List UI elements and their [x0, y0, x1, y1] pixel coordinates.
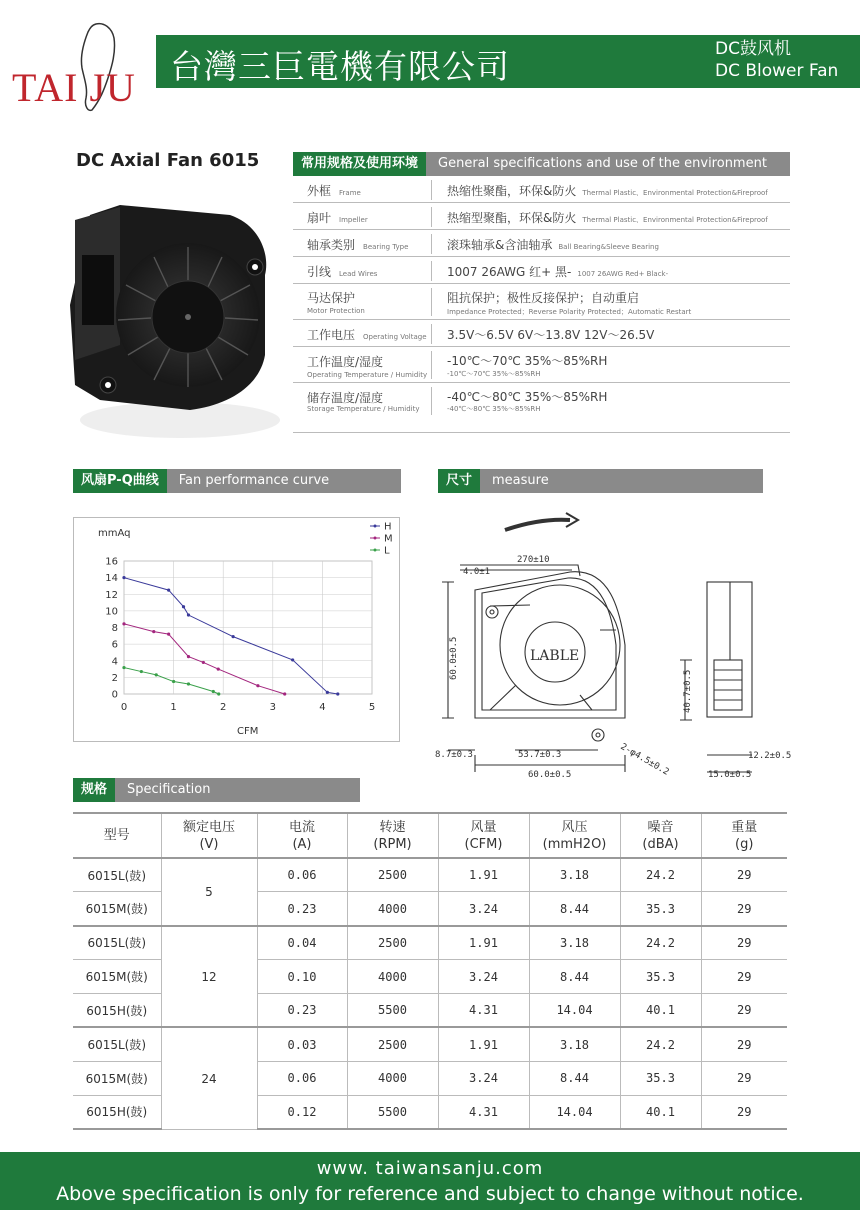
- series-line-L: [124, 668, 219, 694]
- spec-value: 热缩性聚酯，环保&防火: [447, 184, 577, 198]
- data-point-H: [182, 605, 185, 608]
- spec-label: 马达保护: [307, 291, 356, 305]
- col-header-voltage: 额定电压 (V): [161, 813, 257, 858]
- y-tick-label: 8: [111, 623, 118, 634]
- spec-value: 阻抗保护；极性反接保护；自动重启: [447, 291, 640, 305]
- spec-value-en: Ball Bearing&Sleeve Bearing: [558, 243, 659, 251]
- spec-label: 扇叶: [307, 211, 332, 225]
- spec-label: 储存温度/湿度: [307, 391, 384, 405]
- dimension-drawing: [430, 510, 800, 785]
- y-tick-label: 4: [111, 656, 118, 668]
- spec-section-title-zh: 常用规格及使用环境: [293, 152, 426, 176]
- table-row: 6015M(鼓) 0.23 4000 3.24 8.44 35.3 29: [73, 892, 787, 926]
- table-row: 6015M(鼓) 0.10 4000 3.24 8.44 35.3 29: [73, 960, 787, 994]
- curve-section-title-en: Fan performance curve: [167, 469, 401, 493]
- pq-chart: [73, 517, 400, 742]
- data-point-L: [217, 692, 220, 695]
- table-row: 6015H(鼓) 0.23 5500 4.31 14.04 40.1 29: [73, 994, 787, 1028]
- product-type-en: DC Blower Fan: [715, 61, 839, 81]
- data-point-L: [122, 666, 125, 669]
- dim-left-offset: 8.7±0.3: [435, 750, 473, 760]
- chart-xlabel: CFM: [237, 726, 259, 737]
- dim-hole-span: 53.7±0.3: [518, 750, 562, 760]
- legend-label-M: M: [384, 533, 393, 545]
- table-row: 6015H(鼓) 0.12 5500 4.31 14.04 40.1 29: [73, 1095, 787, 1129]
- footer: [0, 1152, 860, 1210]
- measure-section-title-en: measure: [480, 469, 763, 493]
- x-tick-label: 4: [319, 702, 326, 713]
- y-tick-label: 14: [105, 573, 118, 585]
- data-point-M: [217, 667, 220, 670]
- chart-ylabel: mmAq: [98, 528, 131, 539]
- legend-marker-L: [374, 549, 377, 552]
- data-point-M: [122, 622, 125, 625]
- data-point-M: [167, 633, 170, 636]
- dim-side-a: 12.2±0.5: [748, 751, 792, 761]
- x-tick-label: 0: [120, 702, 128, 713]
- spec-divider: [431, 324, 432, 344]
- col-header-current: 电流 (A): [257, 813, 347, 858]
- table-row: 6015L(鼓) 12 0.04 2500 1.91 3.18 24.2 29: [73, 926, 787, 960]
- legend-label-L: L: [384, 545, 390, 557]
- spec-divider: [431, 387, 432, 415]
- spec-value-sub: -40℃～80℃ 35%～85%RH: [447, 405, 541, 413]
- spec-value-en: 1007 26AWG Red+ Black-: [577, 270, 669, 278]
- data-point-M: [202, 661, 205, 664]
- spec-row-operating-temp: [293, 347, 790, 383]
- dim-height: 60.0±0.5: [449, 636, 459, 680]
- spec-value: -40℃～80℃ 35%～85%RH: [447, 390, 608, 404]
- series-line-H: [124, 578, 338, 694]
- measure-section-title-zh: 尺寸: [438, 469, 480, 493]
- spec-value: -10℃～70℃ 35%～85%RH: [447, 354, 608, 368]
- spec-value-sub: -10℃～70℃ 35%～85%RH: [447, 370, 541, 378]
- dim-hole-dia: 2-φ4.5±0.2: [618, 741, 671, 778]
- y-tick-label: 0: [111, 689, 118, 701]
- spec-row-motor-protection: [293, 284, 790, 320]
- company-name: 台灣三巨電機有限公司: [170, 47, 510, 86]
- footer-url[interactable]: www. taiwansanju.com: [316, 1158, 544, 1179]
- spec-divider: [431, 351, 432, 379]
- spec-label-en: Frame: [339, 189, 361, 197]
- col-header-pressure: 风压 (mmH2O): [529, 813, 620, 858]
- series-line-M: [124, 624, 285, 694]
- product-type-cn: DC鼓风机: [715, 39, 791, 59]
- spec-label: 引线: [307, 265, 332, 279]
- table-section-header: [73, 778, 360, 802]
- spec-label: 外框: [307, 184, 332, 198]
- data-point-H: [326, 691, 329, 694]
- header-product-box: [705, 35, 860, 88]
- product-title: DC Axial Fan 6015: [76, 150, 260, 171]
- col-header-airflow: 风量 (CFM): [438, 813, 529, 858]
- curve-section-header: [73, 469, 401, 493]
- spec-label-sub: Motor Protection: [307, 307, 365, 315]
- spec-label: 工作电压: [307, 328, 356, 342]
- data-point-H: [232, 635, 235, 638]
- data-point-L: [155, 673, 158, 676]
- data-point-M: [187, 655, 190, 658]
- spec-divider: [431, 207, 432, 227]
- spec-value: 滚珠轴承&含油轴承: [447, 238, 553, 252]
- data-point-M: [152, 630, 155, 633]
- data-point-L: [187, 682, 190, 685]
- col-header-model: 型号: [73, 813, 161, 858]
- data-point-H: [167, 588, 170, 591]
- x-tick-label: 3: [269, 702, 276, 713]
- legend-marker-H: [374, 525, 377, 528]
- spec-section-header: [293, 152, 790, 176]
- voltage-cell: 5: [161, 858, 257, 926]
- logo-text: TAI JU: [12, 65, 136, 110]
- spec-row-voltage: [293, 320, 790, 347]
- spec-value-sub: Impedance Protected；Reverse Polarity Protected；Automatic Restart: [447, 308, 692, 316]
- x-tick-label: 2: [220, 702, 227, 713]
- voltage-cell: 24: [161, 1027, 257, 1129]
- data-point-L: [172, 680, 175, 683]
- data-point-M: [283, 692, 286, 695]
- spec-label-en: Impeller: [339, 216, 368, 224]
- dim-wire-length: 270±10: [517, 555, 550, 565]
- spec-row-lead-wires: [293, 257, 790, 284]
- spec-value-en: Thermal Plastic、Environmental Protection&Fireproof: [582, 216, 768, 224]
- curve-section-title-zh: 风扇P-Q曲线: [73, 469, 167, 493]
- voltage-cell: 12: [161, 926, 257, 1028]
- table-row: 6015L(鼓) 24 0.03 2500 1.91 3.18 24.2 29: [73, 1027, 787, 1061]
- spec-label: 轴承类别: [307, 238, 356, 252]
- spec-label-en: Operating Voltage: [363, 333, 427, 341]
- pq-chart-svg: [74, 518, 401, 743]
- table-section-title-en: Specification: [115, 778, 360, 802]
- fan-product-image: [60, 185, 290, 445]
- data-point-M: [256, 684, 259, 687]
- spec-value-en: Thermal Plastic、Environmental Protection&Fireproof: [582, 189, 768, 197]
- y-tick-label: 6: [111, 639, 118, 651]
- spec-row-frame: [293, 176, 790, 203]
- company-logo: [8, 22, 148, 114]
- spec-value: 热缩型聚酯，环保&防火: [447, 211, 577, 225]
- y-tick-label: 2: [111, 672, 118, 684]
- spec-divider: [431, 261, 432, 281]
- table-header-row: [73, 813, 787, 858]
- y-tick-label: 10: [105, 606, 118, 618]
- spec-divider: [431, 180, 432, 200]
- spec-section-title-en: General specifications and use of the environment: [426, 152, 790, 176]
- data-point-H: [122, 576, 125, 579]
- data-point-L: [140, 670, 143, 673]
- spec-label-sub: Storage Temperature / Humidity: [307, 405, 420, 413]
- dim-label-text: LABLE: [530, 648, 580, 664]
- y-tick-label: 12: [105, 589, 118, 601]
- table-row: 6015M(鼓) 0.06 4000 3.24 8.44 35.3 29: [73, 1061, 787, 1095]
- spec-value: 3.5V～6.5V 6V～13.8V 12V～26.5V: [447, 328, 655, 342]
- x-tick-label: 1: [170, 702, 177, 713]
- spec-label-en: Lead Wires: [339, 270, 378, 278]
- data-point-L: [212, 690, 215, 693]
- spec-value: 1007 26AWG 红+ 黑-: [447, 265, 572, 279]
- data-point-H: [291, 658, 294, 661]
- spec-row-storage-temp: [293, 383, 790, 433]
- spec-label-en: Bearing Type: [363, 243, 409, 251]
- spec-divider: [431, 288, 432, 316]
- spec-label-sub: Operating Temperature / Humidity: [307, 371, 428, 379]
- footer-notice: Above specification is only for reference and subject to change without notice.: [56, 1183, 804, 1205]
- col-header-noise: 噪音 (dBA): [620, 813, 701, 858]
- dim-width: 60.0±0.5: [528, 770, 572, 780]
- legend-label-H: H: [384, 521, 392, 533]
- dim-side-b: 15.0±0.5: [708, 770, 752, 780]
- legend-marker-M: [374, 537, 377, 540]
- x-tick-label: 5: [368, 702, 376, 713]
- dim-side-height: 40.7±0.5: [683, 669, 693, 713]
- data-point-H: [187, 613, 190, 616]
- spec-table: [73, 812, 787, 1130]
- data-point-H: [336, 692, 339, 695]
- measure-section-header: [438, 469, 763, 493]
- spec-row-bearing: [293, 230, 790, 257]
- col-header-weight: 重量 (g): [701, 813, 787, 858]
- spec-row-impeller: [293, 203, 790, 230]
- y-tick-label: 16: [105, 556, 118, 568]
- dim-wire-strip: 4.0±1: [463, 567, 491, 577]
- table-row: 6015L(鼓) 5 0.06 2500 1.91 3.18 24.2 29: [73, 858, 787, 892]
- spec-label: 工作温度/湿度: [307, 355, 384, 369]
- table-section-title-zh: 规格: [73, 778, 115, 802]
- col-header-speed: 转速 (RPM): [347, 813, 438, 858]
- spec-divider: [431, 234, 432, 254]
